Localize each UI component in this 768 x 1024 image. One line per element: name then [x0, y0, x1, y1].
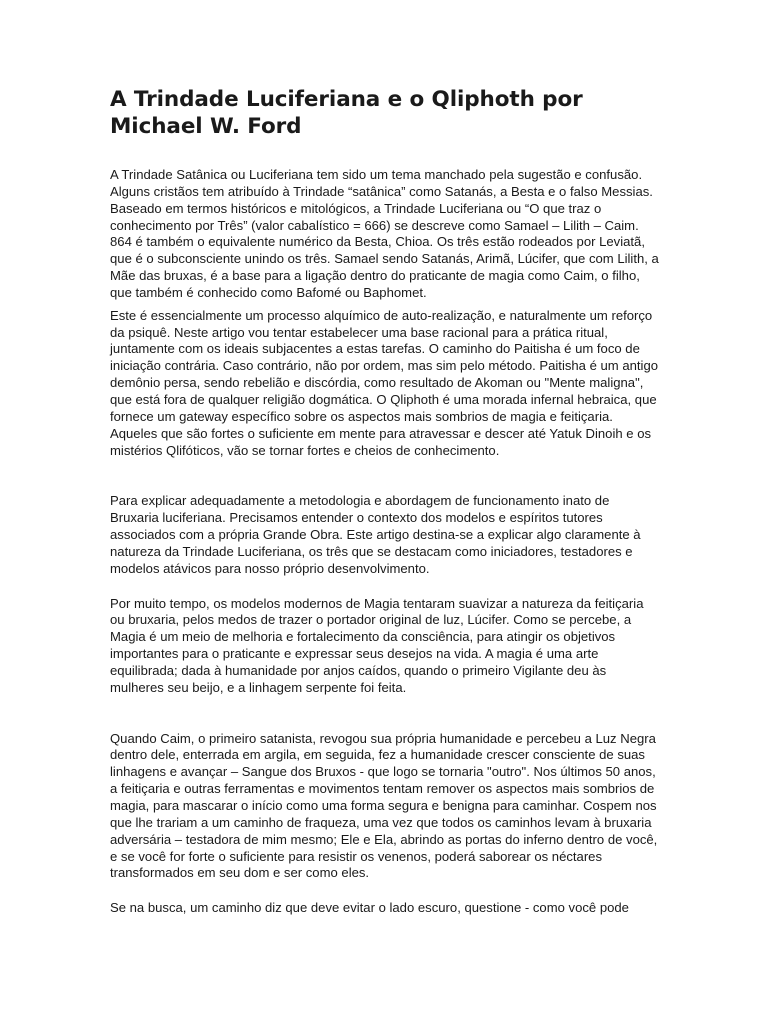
document-title: A Trindade Luciferiana e o Qliphoth por Michael W. Ford: [110, 87, 583, 139]
paragraph-3: Para explicar adequadamente a metodologia e abordagem de funcionamento inato de Bruxaria luciferiana. Precisamos entender o contexto dos modelos e espíritos tutores associados com a própria Grande Obra. Este artigo destina-se a explicar algo claramente à natureza da Trindade Luciferiana, os três que se destacam como iniciadores, testadores e modelos atávicos para nosso próprio desenvolvimento.: [110, 493, 641, 576]
paragraph-4: Por muito tempo, os modelos modernos de Magia tentaram suavizar a natureza da feitiçaria ou bruxaria, pelos medos de trazer o portador original de luz, Lúcifer. Como se percebe, a Magia é um meio de melhoria e fortalecimento da consciência, para atingir os objetivos importantes para o praticante e expressar seus desejos na vida. A magia é uma arte equilibrada; dada à humanidade por anjos caídos, quando o primeiro Vigilante deu às mulheres seu beijo, e a linhagem serpente foi feita.: [110, 595, 644, 695]
paragraph-6: Se na busca, um caminho diz que deve evitar o lado escuro, questione - como você pode: [110, 900, 629, 916]
paragraph-5: Quando Caim, o primeiro satanista, revogou sua própria humanidade e percebeu a Luz Negra dentro dele, enterrada em argila, em seguida, fez a humanidade crescer consciente de suas linhagens e avançar – Sangue dos Bruxos - que logo se tornaria "outro". Nos últimos 50 anos, a feitiçaria e outras ferramentas e movimentos tentam remover os aspectos mais sombrios de magia, para mascarar o início como uma forma segura e benigna para caminhar. Cospem nos que lhe trariam a um caminho de fraqueza, uma vez que todos os caminhos levam à bruxaria adversária – testadora de mim mesmo; Ele e Ela, abrindo as portas do inferno dentro de você, e se você for forte o suficiente para resistir os venenos, poderá saborear os néctares transformados em seu dom e ser como eles.: [110, 730, 658, 881]
paragraph-2: Este é essencialmente um processo alquímico de auto-realização, e naturalmente um reforço da psiquê. Neste artigo vou tentar estabelecer uma base racional para a prática ritual, juntamente com os ideais subjacentes a estas tarefas. O caminho do Paitisha é um foco de iniciação contrária. Caso contrário, não por ordem, mas sim pelo método. Paitisha é um antigo demônio persa, sendo rebelião e discórdia, como resultado de Akoman ou "Mente maligna", que está fora de qualquer religião dogmática. O Qliphoth é uma morada infernal hebraica, que fornece um gateway específico sobre os aspectos mais sombrios de magia e feitiçaria. Aqueles que são fortes o suficiente em mente para atravessar e descer até Yatuk Dinoih e os mistérios Qlifóticos, vão se tornar fortes e cheios de conhecimento.: [110, 307, 659, 458]
document-page: [110, 86, 660, 917]
paragraph-1: A Trindade Satânica ou Luciferiana tem sido um tema manchado pela sugestão e confusão. Alguns cristãos tem atribuído à Trindade “satânica” como Satanás, a Besta e o falso Messias. Baseado em termos históricos e mitológicos, a Trindade Luciferiana ou “O que traz o conhecimento por Três” (valor cabalístico = 666) se descreve como Samael – Lilith – Caim. 864 é também o equivalente numérico da Besta, Chioa. Os três estão rodeados por Leviatã, que é o subconsciente unindo os três. Samael sendo Satanás, Arimã, Lúcifer, que com Lilith, a Mãe das bruxas, é a base para a ligação dentro do praticante de magia como Caim, o filho, que também é conhecido como Bafomé ou Baphomet.: [110, 167, 659, 300]
